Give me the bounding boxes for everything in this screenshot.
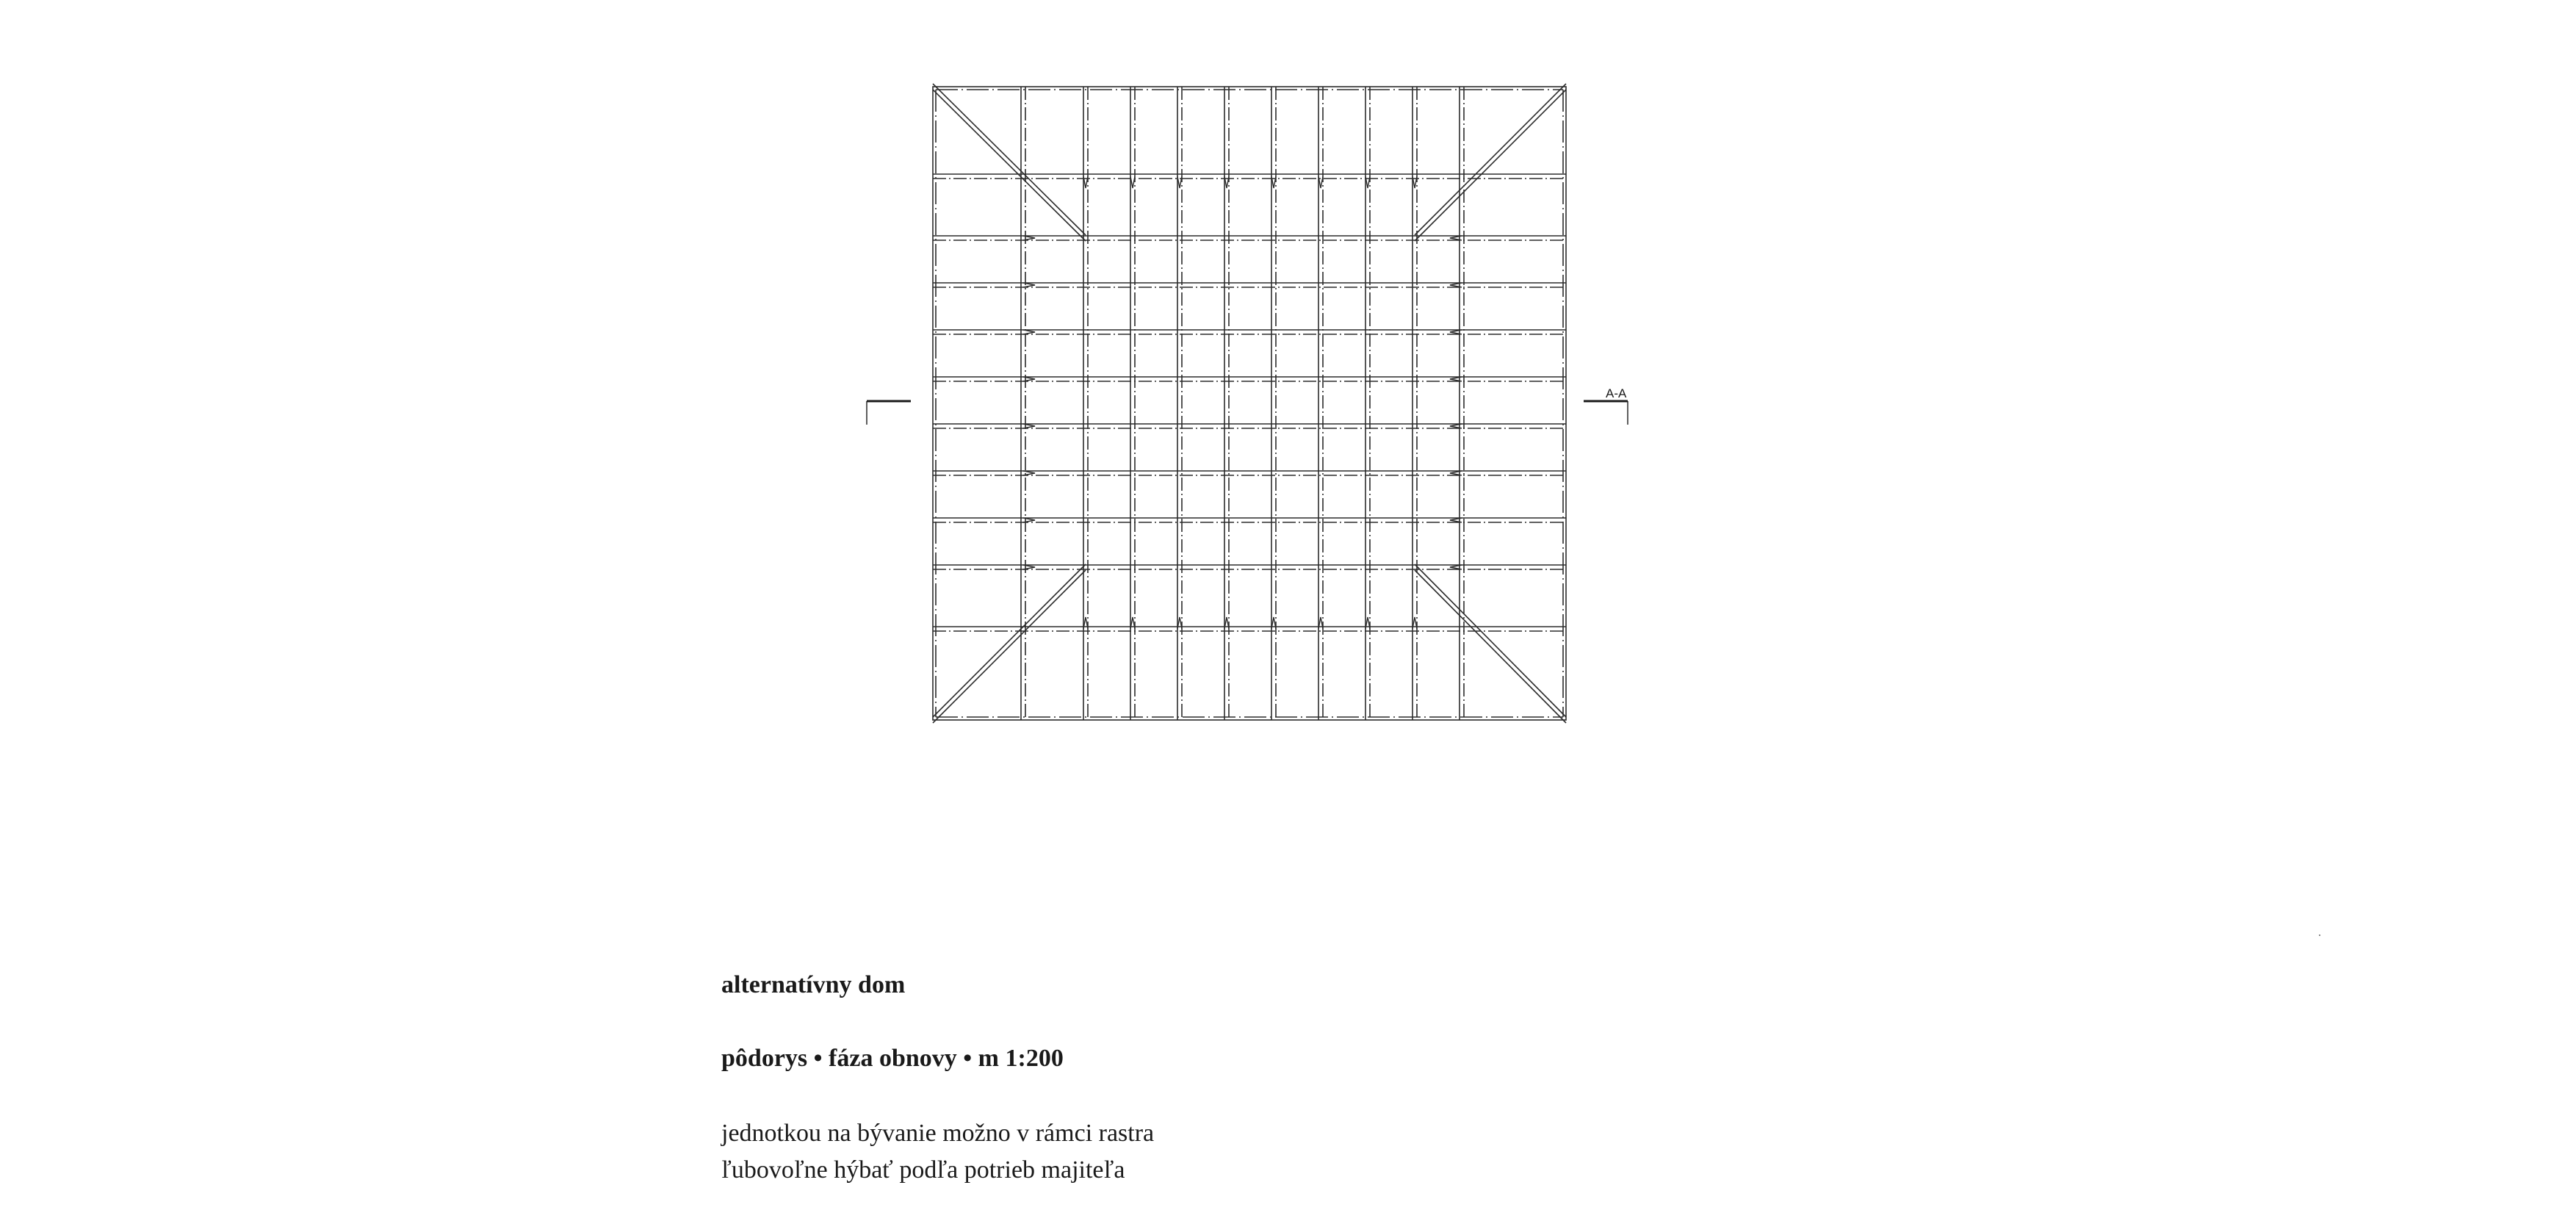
structural-grid [933, 87, 1566, 720]
diagonal-beam [1415, 90, 1566, 241]
diagonal-beam [933, 90, 1086, 241]
diagonal-beam [1415, 564, 1566, 717]
description-line-2: ľubovoľne hýbať podľa potrieb majiteľa [721, 1156, 1125, 1184]
diagonal-beam [933, 84, 1086, 235]
column-markers [1023, 176, 1462, 629]
drawing-description [721, 1115, 1750, 1189]
column-marker [1130, 176, 1135, 188]
drawing-subtitle: pôdorys • fáza obnovy • m 1:200 [721, 1045, 1064, 1072]
diagonal-beam [933, 570, 1086, 723]
outer-frame [933, 87, 1566, 720]
section-label-a-a: A-A [1606, 386, 1627, 400]
column-marker [1023, 283, 1035, 287]
section-marker-left [867, 401, 911, 425]
section-marker-right [1584, 401, 1628, 425]
stray-mark [2319, 934, 2320, 936]
column-marker [1023, 330, 1035, 334]
diagonal-beam [1415, 84, 1566, 235]
diagonal-beam [933, 564, 1086, 717]
caption-block [721, 968, 1750, 1189]
project-title: alternatívny dom [721, 971, 906, 998]
diagonal-beam [1415, 570, 1566, 723]
description-line-1: jednotkou na bývanie možno v rámci rastra [721, 1120, 1155, 1147]
